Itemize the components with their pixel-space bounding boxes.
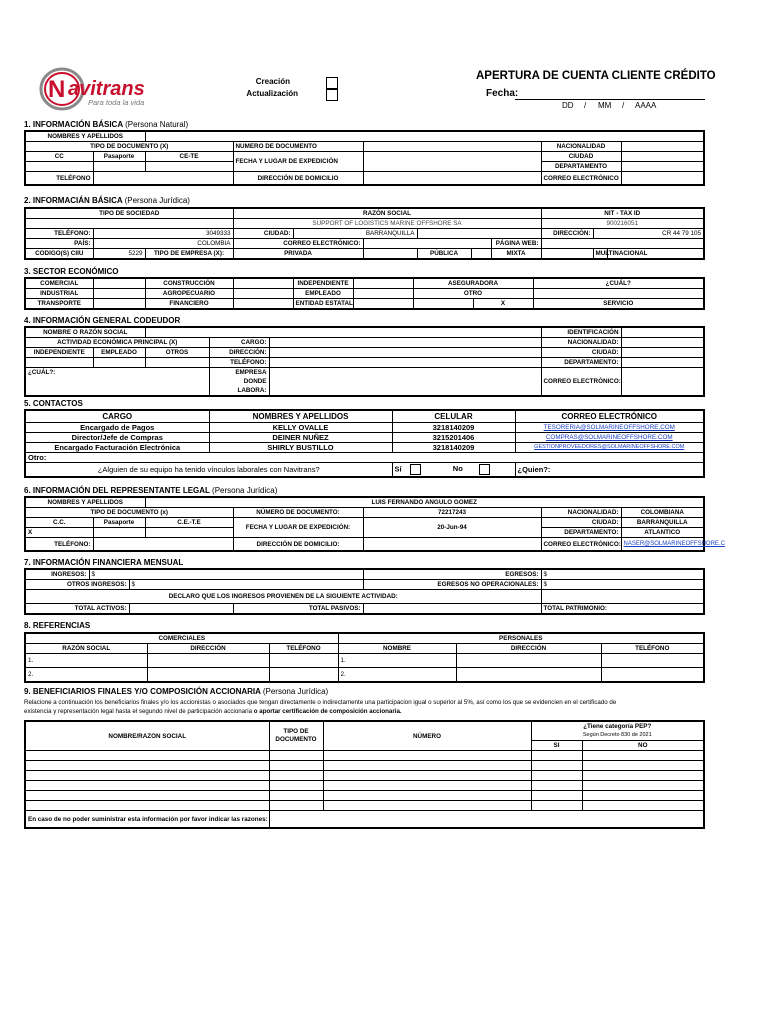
empleado-label: EMPLEADO (293, 289, 353, 299)
empleado-label: EMPLEADO (93, 348, 145, 358)
comercial-check[interactable] (93, 278, 145, 289)
direccion-label: DIRECCIÓN: (541, 229, 593, 239)
pagina-field[interactable] (541, 239, 704, 249)
ref-razon-header: RAZÓN SOCIAL (25, 644, 147, 654)
benef-cell[interactable] (269, 781, 323, 791)
pais-label: PAÍS: (25, 239, 93, 249)
contact-cargo: Encargado Facturación Electrónica (25, 443, 209, 453)
creacion-checkbox[interactable] (326, 77, 338, 89)
ref-field[interactable] (601, 668, 704, 683)
ref-telefono-header: TELÉFONO (601, 644, 704, 654)
header-celular: CELULAR (392, 410, 515, 423)
section-1-title: 1. INFORMACIÓN BÁSICA (Persona Natural) (24, 120, 189, 129)
contact-nombre[interactable]: KELLY OVALLE (209, 423, 392, 433)
navitrans-logo (38, 66, 168, 112)
cargo-field[interactable] (269, 338, 541, 348)
ref-field[interactable] (456, 654, 601, 668)
fecha-aaaa: AAAA (635, 101, 657, 110)
ref-field[interactable] (147, 668, 269, 683)
beneficiaries-table (24, 720, 705, 829)
pasaporte-label: Pasaporte (93, 152, 145, 162)
rep-correo-link[interactable]: NASER@SOLMARINEOFFSHORE.C (621, 538, 704, 552)
nacionalidad-field[interactable] (621, 142, 704, 152)
benef-cell[interactable] (269, 791, 323, 801)
industrial-check[interactable] (93, 289, 145, 299)
fecha-lugar-label: FECHA Y LUGAR DE EXPEDICIÓN (233, 152, 363, 172)
rep-telefono-label: TELÉFONO: (25, 538, 93, 552)
benef-cell[interactable] (323, 771, 531, 781)
ref-row-1[interactable]: 1. (25, 654, 147, 668)
tipo-empresa-label: TIPO DE EMPRESA (X): (145, 249, 233, 260)
declaro-label: DECLARO QUE LOS INGRESOS PROVIENEN DE LA SIGUIENTE ACTIVIDAD: (25, 590, 541, 604)
benef-cell[interactable] (582, 801, 704, 811)
cc-label: CC (25, 152, 93, 162)
financiero-check[interactable] (233, 299, 293, 310)
ciiu-label: CODIGO(S) CIIU (25, 249, 93, 260)
currency-symbol: $ (131, 581, 136, 588)
ref-row-2[interactable]: 2. (25, 668, 147, 683)
section-6-table (24, 496, 725, 552)
entidad-estatal-label: ENTIDAD ESTATAL (293, 299, 353, 310)
publica-label: PÚBLICA (417, 249, 471, 260)
benef-cell[interactable] (269, 761, 323, 771)
razones-label: En caso de no poder suministrar esta información por favor indicar las razones: (25, 811, 269, 829)
otros-check[interactable] (145, 358, 209, 368)
mixta-check[interactable] (541, 249, 593, 260)
benef-cell[interactable] (323, 751, 531, 761)
rep-nacionalidad-label: NACIONALIDAD: (541, 508, 621, 518)
telefono-value[interactable]: 3049333 (93, 229, 233, 239)
ingresos-label: INGRESOS: (25, 569, 89, 580)
direccion-value[interactable]: CR 44 79 105 (593, 229, 704, 239)
rep-ciudad-value[interactable]: BARRANQUILLA (621, 518, 704, 528)
form-title: APERTURA DE CUENTA CLIENTE CRÉDITO (476, 70, 716, 82)
benef-cell[interactable] (531, 801, 582, 811)
benef-cell[interactable] (582, 791, 704, 801)
pep-no-header: NO (582, 741, 704, 751)
rep-nombres-value[interactable]: LUIS FERNANDO ANGULO GOMEZ (145, 497, 704, 508)
nombres-field[interactable] (145, 131, 704, 142)
quien-field[interactable]: ¿Quien?: (515, 463, 704, 478)
benef-cell[interactable] (25, 781, 269, 791)
empleado-check[interactable] (353, 289, 413, 299)
cete-check[interactable] (145, 162, 233, 172)
cual-label: ¿CUÁL? (533, 278, 704, 289)
benef-cell[interactable] (25, 771, 269, 781)
total-pasivos-field[interactable] (363, 604, 541, 615)
otros-label: OTROS (145, 348, 209, 358)
ref-direccion-header: DIRECCIÓN (456, 644, 601, 654)
section-9-instructions (24, 698, 704, 716)
ciudad-value[interactable]: BARRANQUILLA (293, 229, 417, 239)
tipo-doc-label: TIPO DE DOCUMENTO (X) (25, 142, 233, 152)
ref-field[interactable] (601, 654, 704, 668)
telefono-field[interactable] (269, 358, 541, 368)
benef-cell[interactable] (582, 751, 704, 761)
fecha-mm: MM (598, 101, 612, 110)
ref-nombre-header: NOMBRE (338, 644, 456, 654)
ref-direccion-header: DIRECCIÓN (147, 644, 269, 654)
section-5-title: 5. CONTACTOS (24, 399, 83, 408)
currency-symbol: $ (543, 581, 548, 588)
currency-symbol: $ (543, 571, 548, 578)
comercial-label: COMERCIAL (25, 278, 93, 289)
direccion-label: DIRECCIÓN: (209, 348, 269, 358)
aseguradora-label: ASEGURADORA (413, 278, 533, 289)
currency-symbol: $ (91, 571, 96, 578)
instructions-line-2: existencia y representación legal hasta el segundo nivel de participación accionaria o aportar certificación de composición accionaria. (24, 708, 402, 715)
direccion-field[interactable] (269, 348, 541, 358)
svg-text:avitrans: avitrans (68, 78, 145, 100)
total-patrimonio-label[interactable]: TOTAL PATRIMONIO: (541, 604, 704, 615)
otros-ingresos-label: OTROS INGRESOS: (25, 580, 129, 590)
entidad-estatal-check[interactable] (353, 299, 413, 310)
ref-field[interactable] (147, 654, 269, 668)
tipo-sociedad-label: TIPO DE SOCIEDAD (25, 208, 233, 219)
pagina-label: PÁGINA WEB: (491, 239, 541, 249)
benef-nombre-header: NOMBRE/RAZON SOCIAL (25, 721, 269, 751)
nombres-label: NOMBRES Y APELLIDOS (25, 131, 145, 142)
construccion-check[interactable] (233, 278, 293, 289)
correo-label: CORREO ELECTRÓNICO (541, 172, 621, 186)
references-table (24, 632, 705, 683)
cc-check[interactable] (25, 162, 93, 172)
contact-celular[interactable]: 3218140209 (392, 423, 515, 433)
section-2-title: 2. INFORMACIÁN BÁSICA (Persona Jurídica) (24, 196, 190, 205)
fecha-dd: DD (562, 101, 574, 110)
independiente-check[interactable] (353, 278, 413, 289)
benef-cell[interactable] (25, 761, 269, 771)
contacts-table (24, 409, 705, 478)
fecha-input[interactable] (515, 88, 705, 100)
independiente-label: INDEPENDIENTE (293, 278, 353, 289)
independiente-check[interactable] (25, 358, 93, 368)
ciudad-field[interactable] (621, 152, 704, 162)
contact-email-link[interactable]: COMPRAS@SOLMARINEOFFSHORE.COM (515, 433, 704, 443)
benef-cell[interactable] (531, 771, 582, 781)
rep-num-doc-label: NÚMERO DE DOCUMENTO: (233, 508, 363, 518)
rep-departamento-label: DEPARTAMENTO: (541, 528, 621, 538)
tipo-sociedad-field[interactable] (25, 219, 233, 229)
razon-social-label: RAZÓN SOCIAL (233, 208, 541, 219)
contact-celular[interactable]: 3215201406 (392, 433, 515, 443)
ciudad-label: CIUDAD: (233, 229, 293, 239)
egresos-field[interactable] (541, 569, 704, 580)
cargo-label: CARGO: (209, 338, 269, 348)
header-correo: CORREO ELECTRÓNICO (515, 410, 704, 423)
section-4-title: 4. INFORMACIÓN GENERAL CODEUDOR (24, 316, 181, 325)
vinculos-options (392, 463, 515, 478)
empresa-field[interactable] (269, 368, 541, 397)
header-nombres: NOMBRES Y APELLIDOS (209, 410, 392, 423)
benef-cell[interactable] (531, 761, 582, 771)
correo-label: CORREO ELECTRÓNICO: (233, 239, 363, 249)
section-2-table (24, 207, 705, 260)
rep-correo-label: CORREO ELECTRÓNICO: (541, 538, 621, 552)
egresos-no-op-field[interactable] (541, 580, 704, 590)
contact-cargo: Director/Jefe de Compras (25, 433, 209, 443)
rep-fecha-lugar-value[interactable]: 20-Jun-94 (363, 518, 541, 538)
section-3-title: 3. SECTOR ECONÓMICO (24, 267, 119, 276)
benef-numero-header: NÚMERO (323, 721, 531, 751)
nacionalidad-label: NACIONALIDAD: (541, 338, 621, 348)
benef-cell[interactable] (582, 781, 704, 791)
contact-nombre[interactable]: SHIRLY BUSTILLO (209, 443, 392, 453)
departamento-field[interactable] (621, 162, 704, 172)
razon-social-value[interactable]: SUPPORT OF LOGISTICS MARINE OFFSHORE SA (233, 219, 541, 229)
section-7-table (24, 568, 705, 615)
privada-check[interactable] (363, 249, 417, 260)
contact-email-link[interactable]: TESORERIA@SOLMARINEOFFSHORE.COM (515, 423, 704, 433)
fecha-label: Fecha: (486, 88, 519, 99)
benef-cell[interactable] (582, 771, 704, 781)
identificacion-label: IDENTIFICACIÓN (541, 327, 621, 338)
rep-num-doc-value[interactable]: 72217243 (363, 508, 541, 518)
agropecuario-label: AGROPECUARIO (145, 289, 233, 299)
identificacion-field[interactable] (621, 327, 704, 338)
total-activos-label: TOTAL ACTIVOS: (25, 604, 129, 615)
ciudad-field[interactable] (621, 348, 704, 358)
pep-header: ¿Tiene categoría PEP? Según Decreto 830 de 2021 (531, 721, 704, 741)
comerciales-header: COMERCIALES (25, 633, 338, 644)
creacion-label: Creación (255, 77, 290, 86)
departamento-field[interactable] (621, 358, 704, 368)
nacionalidad-field[interactable] (621, 338, 704, 348)
rep-direccion-label: DIRECCIÓN DE DOMICILIO: (233, 538, 363, 552)
otro-label[interactable]: Otro: (25, 453, 704, 463)
declaro-field[interactable] (541, 590, 704, 604)
ciudad-label: CIUDAD (541, 152, 621, 162)
financiero-label: FINANCIERO (145, 299, 233, 310)
rep-pasaporte-check[interactable] (93, 528, 145, 538)
num-doc-label: NUMERO DE DOCUMENTO (233, 142, 363, 152)
num-doc-field[interactable] (363, 142, 541, 152)
independiente-label: INDEPENDIENTE (25, 348, 93, 358)
nit-value[interactable]: 900216051 (541, 219, 704, 229)
si-label: Sí (394, 464, 402, 474)
rep-cc-mark[interactable]: X (25, 528, 93, 538)
construccion-label: CONSTRUCCIÓN (145, 278, 233, 289)
rep-tipo-doc-label: TIPO DE DOCUMENTO (x) (25, 508, 233, 518)
actualizacion-label: Actualización (246, 89, 298, 98)
ref-telefono-header: TELÉFONO (269, 644, 338, 654)
telefono-label: TELÉFONO: (25, 229, 93, 239)
benef-cell[interactable] (323, 761, 531, 771)
header-cargo: CARGO (25, 410, 209, 423)
fecha-lugar-field[interactable] (363, 152, 541, 172)
nombre-field[interactable] (145, 327, 541, 338)
telefono-label: TELÉFONO: (209, 358, 269, 368)
section-3-table (24, 277, 705, 310)
section-1-table (24, 130, 705, 186)
telefono-field[interactable] (93, 172, 233, 186)
section-9-title: 9. BENEFICIARIOS FINALES Y/O COMPOSICIÓN ACCIONARIA (Persona Jurídica) (24, 687, 329, 696)
otro-mark[interactable]: X (473, 299, 533, 310)
actualizacion-checkbox[interactable] (326, 89, 338, 101)
svg-text:N: N (48, 76, 66, 103)
contact-email-link[interactable]: GESTIONPROVEEDORES@SOLMARINEOFFSHORE.COM (515, 443, 704, 453)
rep-direccion-field[interactable] (363, 538, 541, 552)
personales-header: PERSONALES (338, 633, 704, 644)
correo-field[interactable] (621, 172, 704, 186)
cual-field[interactable] (533, 289, 704, 299)
otro-label: OTRO (413, 289, 533, 299)
correo-field[interactable] (621, 368, 704, 397)
benef-cell[interactable] (25, 751, 269, 761)
ciudad-label: CIUDAD: (541, 348, 621, 358)
ref-row-1[interactable]: 1. (338, 654, 456, 668)
otro-field[interactable] (413, 299, 473, 310)
cete-label: CE-TE (145, 152, 233, 162)
benef-cell[interactable] (531, 781, 582, 791)
benef-cell[interactable] (582, 761, 704, 771)
rep-cete-label: C.E.-T.E (145, 518, 233, 528)
ref-field[interactable] (269, 654, 338, 668)
rep-telefono-field[interactable] (93, 538, 233, 552)
cual-label[interactable]: ¿CUÁL?: (25, 368, 209, 397)
actividad-label: ACTIVIDAD ECONÓMICA PRINCIPAL (X) (25, 338, 209, 348)
svg-text:Para toda la vida: Para toda la vida (88, 98, 145, 107)
rep-cc-label: C.C. (25, 518, 93, 528)
ciiu-value[interactable]: 5229 (93, 249, 145, 260)
section-8-title: 8. REFERENCIAS (24, 621, 91, 630)
agropecuario-check[interactable] (233, 289, 293, 299)
vinculos-question: ¿Alguien de su equipo ha tenido vínculos laborales con Navitrans? (25, 463, 392, 478)
ref-field[interactable] (269, 668, 338, 683)
total-activos-field[interactable] (129, 604, 233, 615)
benef-tipo-doc-header: TIPO DE DOCUMENTO (269, 721, 323, 751)
nit-label: NIT - TAX ID (541, 208, 704, 219)
si-checkbox[interactable] (410, 464, 421, 475)
section-4-table (24, 326, 705, 397)
direccion-field[interactable] (363, 172, 541, 186)
pais-value[interactable]: COLOMBIA (93, 239, 233, 249)
benef-cell[interactable] (25, 791, 269, 801)
benef-cell[interactable] (269, 801, 323, 811)
egresos-label: EGRESOS: (363, 569, 541, 580)
razones-field[interactable] (269, 811, 704, 829)
multinacional-label: MULTINACIONAL (593, 249, 607, 260)
benef-cell[interactable] (323, 781, 531, 791)
section-7-title: 7. INFORMACIÓN FINANCIERA MENSUAL (24, 558, 184, 567)
empresa-label: EMPRESA DONDE LABORA: (209, 368, 269, 397)
ref-field[interactable] (456, 668, 601, 683)
rep-nombres-label: NOMBRES Y APELLIDOS (25, 497, 145, 508)
contact-celular[interactable]: 3218140209 (392, 443, 515, 453)
benef-cell[interactable] (25, 801, 269, 811)
departamento-label: DEPARTAMENTO: (541, 358, 621, 368)
transporte-check[interactable] (93, 299, 145, 310)
empleado-check[interactable] (93, 358, 145, 368)
transporte-label: TRANSPORTE (25, 299, 93, 310)
correo-field[interactable] (363, 239, 491, 249)
departamento-label: DEPARTAMENTO (541, 162, 621, 172)
egresos-no-op-label: EGRESOS NO OPERACIONALES: (363, 580, 541, 590)
telefono-label: TELÉFONO (25, 172, 93, 186)
contact-cargo: Encargado de Pagos (25, 423, 209, 433)
ref-row-2[interactable]: 2. (338, 668, 456, 683)
nacionalidad-label: NACIONALIDAD (541, 142, 621, 152)
correo-label: CORREO ELECTRÓNICO: (541, 368, 621, 397)
otros-ingresos-field[interactable] (129, 580, 363, 590)
rep-fecha-lugar-label: FECHA Y LUGAR DE EXPEDICIÓN: (233, 518, 363, 538)
ciudad-extra[interactable] (417, 229, 541, 239)
instructions-line-1: Relacione a continuación los beneficiarios finales y/o los accionistas o asociados que tengan directamente o indirectamente una participacion igual o superior al 5%, así como los que se evidencien en el certificado de (24, 699, 617, 706)
servicio-value[interactable]: SERVICIO (533, 299, 704, 310)
mixta-label: MIXTA (491, 249, 541, 260)
rep-departamento-value[interactable]: ATLANTICO (621, 528, 704, 538)
no-label: No (452, 464, 463, 474)
contact-nombre[interactable]: DEINER NUÑEZ (209, 433, 392, 443)
pep-si-header: SI (531, 741, 582, 751)
nombre-label: NOMBRE O RAZÓN SOCIAL (25, 327, 145, 338)
direccion-label: DIRECCIÓN DE DOMICILIO (233, 172, 363, 186)
no-checkbox[interactable] (479, 464, 490, 475)
benef-cell[interactable] (531, 751, 582, 761)
publica-check[interactable] (471, 249, 491, 260)
industrial-label: INDUSTRIAL (25, 289, 93, 299)
total-pasivos-label: TOTAL PASIVOS: (233, 604, 363, 615)
section-6-title: 6. INFORMACIÓN DEL REPRESENTANTE LEGAL (Persona Jurídica) (24, 486, 278, 495)
benef-cell[interactable] (323, 801, 531, 811)
benef-cell[interactable] (531, 791, 582, 801)
ingresos-field[interactable] (89, 569, 363, 580)
benef-cell[interactable] (323, 791, 531, 801)
benef-cell[interactable] (269, 771, 323, 781)
privada-label: PRIVADA (233, 249, 363, 260)
rep-nacionalidad-value[interactable]: COLOMBIANA (621, 508, 704, 518)
rep-pasaporte-label: Pasaporte (93, 518, 145, 528)
pasaporte-check[interactable] (93, 162, 145, 172)
benef-cell[interactable] (269, 751, 323, 761)
rep-ciudad-label: CIUDAD: (541, 518, 621, 528)
rep-cete-check[interactable] (145, 528, 233, 538)
